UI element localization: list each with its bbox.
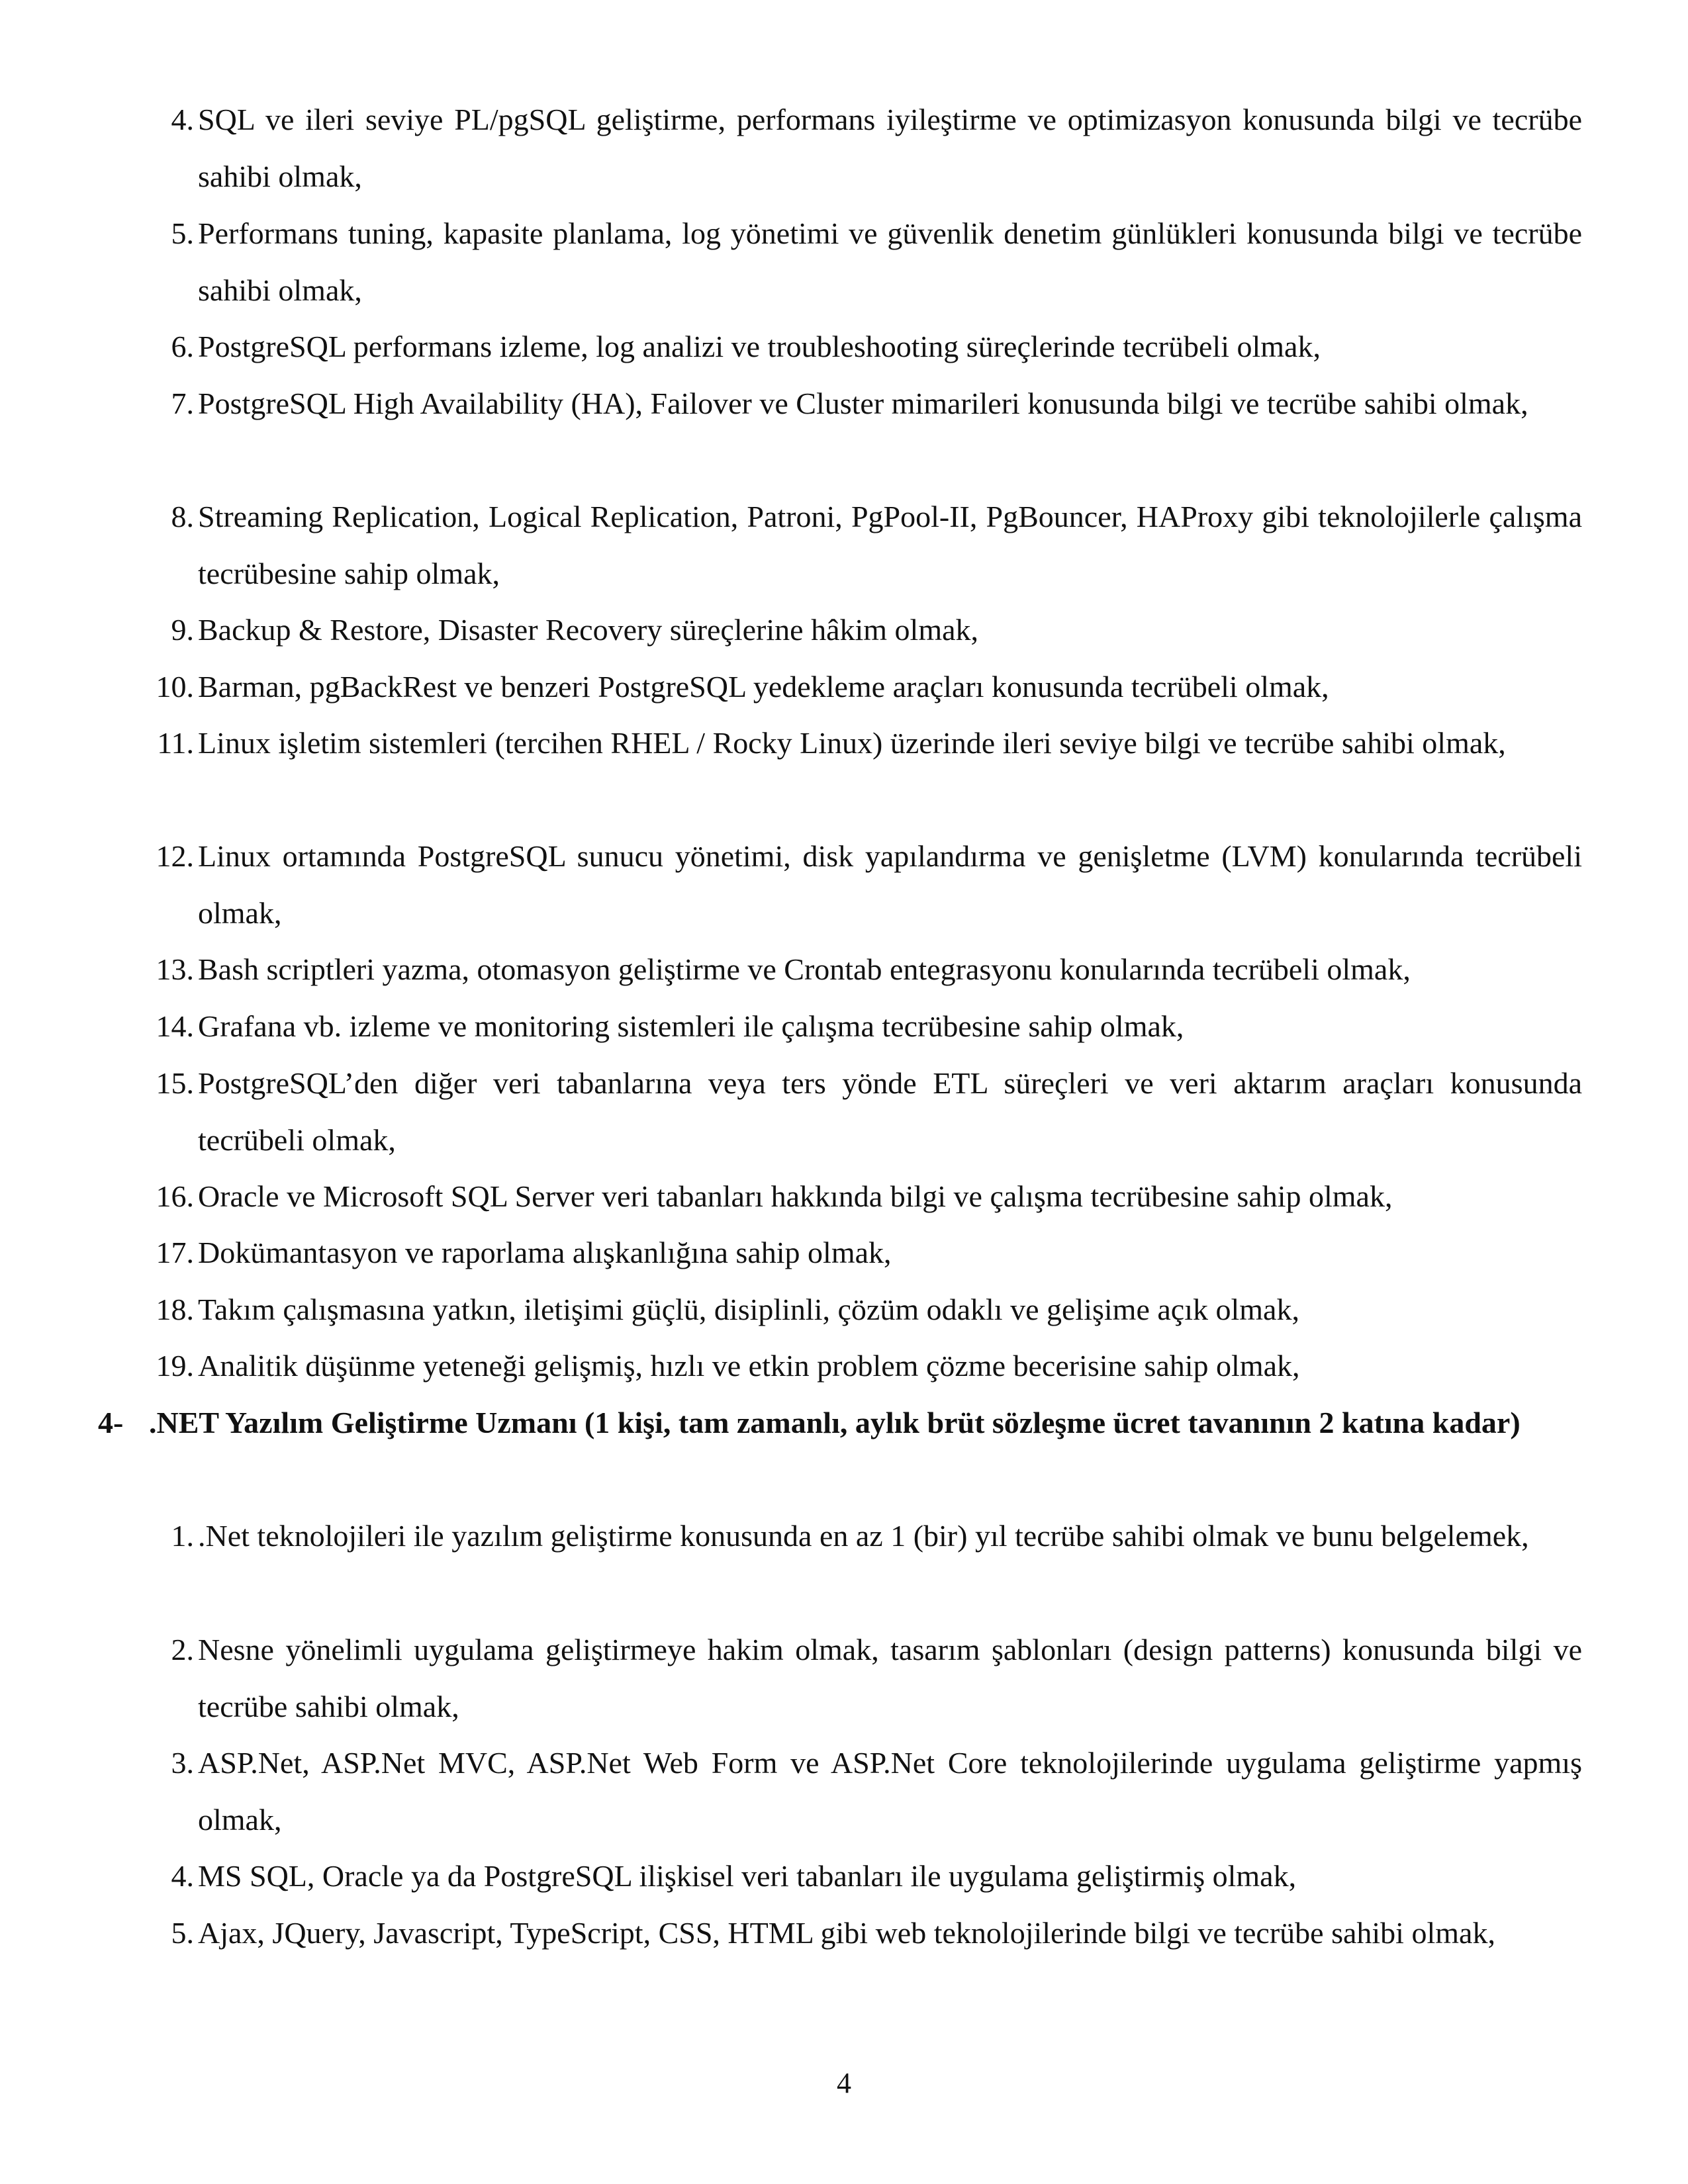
list-item <box>149 1281 1582 1338</box>
list-item <box>149 828 1582 942</box>
list-item-number: 5. <box>171 216 194 250</box>
list-item-text: Analitik düşünme yeteneği gelişmiş, hızlı ve etkin problem çözme becerisine sahip olmak, <box>198 1349 1300 1383</box>
list-item <box>149 91 1582 205</box>
list-item-text: Takım çalışmasına yatkın, iletişimi güçlü, disiplinli, çözüm odaklı ve gelişime açık olmak, <box>198 1293 1299 1326</box>
list-item-number: 14. <box>156 1009 194 1043</box>
list-item-text: Dokümantasyon ve raporlama alışkanlığına sahip olmak, <box>198 1236 892 1269</box>
list-item-number: 16. <box>156 1179 194 1213</box>
list-item <box>149 1848 1582 1905</box>
list-item-text: PostgreSQL High Availability (HA), Failover ve Cluster mimarileri konusunda bilgi ve tecrübe sahibi olmak, <box>198 387 1528 420</box>
list-item <box>149 318 1582 375</box>
list-item-text: .Net teknolojileri ile yazılım geliştirme konusunda en az 1 (bir) yıl tecrübe sahibi olmak ve bunu belgelemek, <box>198 1519 1529 1553</box>
list-item <box>149 1735 1582 1848</box>
list-item <box>149 941 1582 998</box>
list-item-text: Ajax, JQuery, Javascript, TypeScript, CSS, HTML gibi web teknolojilerinde bilgi ve tecrübe sahibi olmak, <box>198 1916 1495 1950</box>
list-item <box>149 602 1582 659</box>
section-number: 4- <box>98 1406 124 1439</box>
list-item-number: 7. <box>171 387 194 420</box>
list-item-number: 8. <box>171 500 194 533</box>
list-item <box>149 1338 1582 1394</box>
list-item <box>149 998 1582 1055</box>
list-item-number: 17. <box>156 1236 194 1269</box>
list-item-text: Backup & Restore, Disaster Recovery süreçlerine hâkim olmak, <box>198 613 979 647</box>
list-item-text: PostgreSQL performans izleme, log analizi ve troubleshooting süreçlerinde tecrübeli olmak, <box>198 330 1321 363</box>
list-item-text: Barman, pgBackRest ve benzeri PostgreSQL yedekleme araçları konusunda tecrübeli olmak, <box>198 670 1329 704</box>
section-heading <box>98 1394 1582 1451</box>
list-item-text: Streaming Replication, Logical Replication, Patroni, PgPool-II, PgBouncer, HAProxy gibi teknolojilerle çalışma tecrübesine sahip olmak, <box>198 500 1582 590</box>
list-item-number: 19. <box>156 1349 194 1383</box>
list-item-number: 11. <box>157 726 194 760</box>
page-number: 4 <box>837 2067 851 2099</box>
list-item <box>149 715 1582 772</box>
list-item-number: 4. <box>171 1859 194 1893</box>
list-item <box>149 1168 1582 1225</box>
list-item-text: Grafana vb. izleme ve monitoring sistemleri ile çalışma tecrübesine sahip olmak, <box>198 1009 1184 1043</box>
list-item <box>149 659 1582 715</box>
list-item-number: 9. <box>171 613 194 647</box>
list-item-text: Linux ortamında PostgreSQL sunucu yönetimi, disk yapılandırma ve genişletme (LVM) konularında tecrübeli olmak, <box>198 839 1582 930</box>
list-item-text: Oracle ve Microsoft SQL Server veri tabanları hakkında bilgi ve çalışma tecrübesine sahip olmak, <box>198 1179 1393 1213</box>
list-item-number: 1. <box>171 1519 194 1553</box>
list-item-number: 13. <box>156 952 194 986</box>
list-item-number: 3. <box>171 1746 194 1780</box>
list-item <box>149 1508 1582 1565</box>
list-item <box>149 1224 1582 1281</box>
list-item-text: SQL ve ileri seviye PL/pgSQL geliştirme, performans iyileştirme ve optimizasyon konusunda bilgi ve tecrübe sahibi olmak, <box>198 103 1582 193</box>
list-item-number: 2. <box>171 1633 194 1666</box>
list-item-number: 10. <box>156 670 194 704</box>
list-item-number: 18. <box>156 1293 194 1326</box>
list-item <box>149 488 1582 602</box>
list-item-number: 5. <box>171 1916 194 1950</box>
list-item-text: Bash scriptleri yazma, otomasyon geliştirme ve Crontab entegrasyonu konularında tecrübeli olmak, <box>198 952 1411 986</box>
list-item-number: 4. <box>171 103 194 136</box>
list-item-number: 15. <box>156 1066 194 1100</box>
list-item-text: Performans tuning, kapasite planlama, log yönetimi ve güvenlik denetim günlükleri konusunda bilgi ve tecrübe sahibi olmak, <box>198 216 1582 307</box>
section-title: .NET Yazılım Geliştirme Uzmanı (1 kişi, tam zamanlı, aylık brüt sözleşme ücret tavanının 2 katına kadar) <box>149 1406 1521 1439</box>
list-item <box>149 375 1582 432</box>
list-item-text: Linux işletim sistemleri (tercihen RHEL / Rocky Linux) üzerinde ileri seviye bilgi ve tecrübe sahibi olmak, <box>198 726 1506 760</box>
list-item-number: 6. <box>171 330 194 363</box>
list-item-number: 12. <box>156 839 194 873</box>
list-item-text: Nesne yönelimli uygulama geliştirmeye hakim olmak, tasarım şablonları (design patterns) konusunda bilgi ve tecrübe sahibi olmak, <box>198 1633 1582 1723</box>
list-item <box>149 1621 1582 1735</box>
list-item-text: MS SQL, Oracle ya da PostgreSQL ilişkisel veri tabanları ile uygulama geliştirmiş olmak, <box>198 1859 1297 1893</box>
list-item-text: PostgreSQL’den diğer veri tabanlarına veya ters yönde ETL süreçleri ve veri aktarım araçları konusunda tecrübeli olmak, <box>198 1066 1582 1157</box>
list-item <box>149 1055 1582 1169</box>
list-item <box>149 205 1582 319</box>
list-item-text: ASP.Net, ASP.Net MVC, ASP.Net Web Form ve ASP.Net Core teknolojilerinde uygulama geliştirme yapmış olmak, <box>198 1746 1582 1837</box>
list-item <box>149 1905 1582 1962</box>
